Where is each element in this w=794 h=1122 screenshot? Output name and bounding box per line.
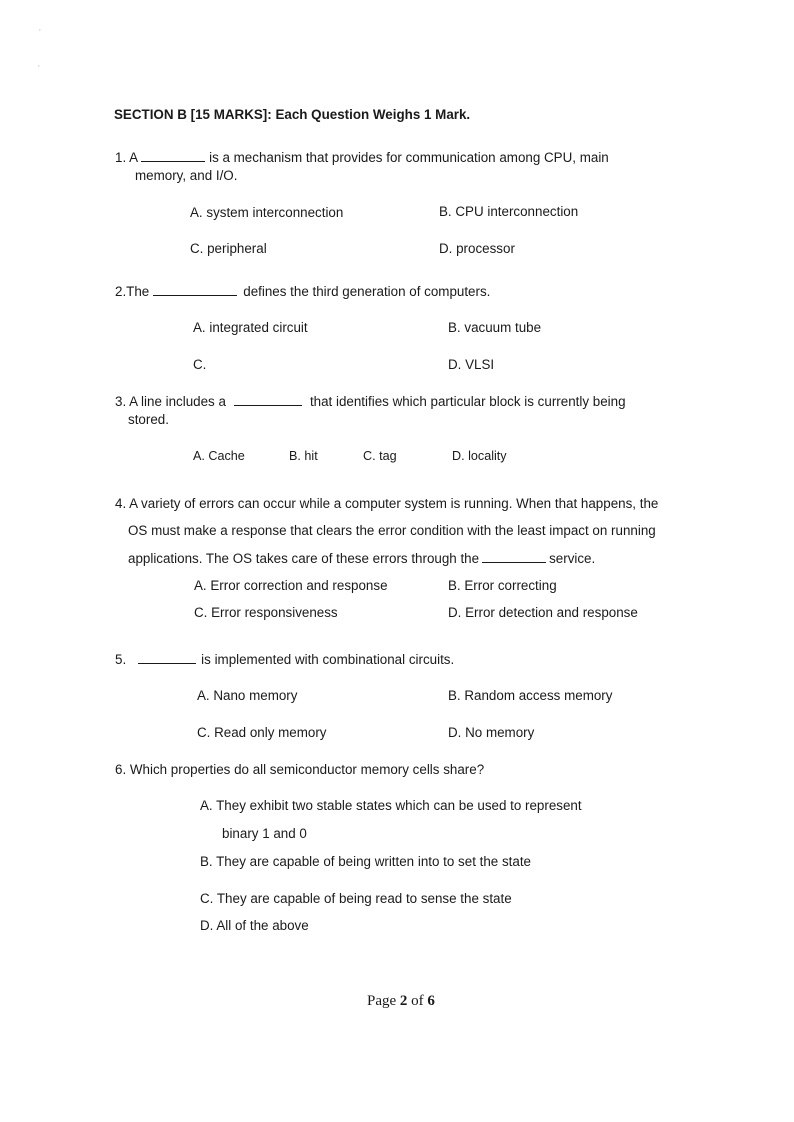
question-1-text: is a mechanism that provides for communication among CPU, main xyxy=(209,150,609,165)
question-1-stem xyxy=(115,149,609,166)
question-5-option-b: B. Random access memory xyxy=(448,688,613,703)
question-2-option-a: A. integrated circuit xyxy=(193,320,308,335)
question-5-option-c: C. Read only memory xyxy=(197,725,327,740)
question-2-stem xyxy=(115,283,490,300)
question-4-text: service. xyxy=(549,551,596,566)
question-2-option-d: D. VLSI xyxy=(448,357,495,372)
question-6-option-b: B. They are capable of being written into to set the state xyxy=(200,854,531,869)
answer-blank xyxy=(482,550,546,563)
question-4-option-c: C. Error responsiveness xyxy=(194,605,338,620)
question-6-stem: 6. Which properties do all semiconductor memory cells share? xyxy=(115,762,485,777)
question-2-text: defines the third generation of computers. xyxy=(243,284,491,299)
answer-blank xyxy=(153,283,237,296)
scan-speck: · xyxy=(38,24,42,36)
question-3-text: that identifies which particular block is currently being xyxy=(309,394,626,409)
question-3-number: 3. A line includes a xyxy=(115,394,226,409)
question-4-option-b: B. Error correcting xyxy=(448,578,557,593)
question-6-option-a: A. They exhibit two stable states which can be used to represent xyxy=(200,798,582,813)
answer-blank xyxy=(141,149,205,162)
question-4-line-1: 4. A variety of errors can occur while a computer system is running. When that happens, the xyxy=(115,496,659,511)
question-1-number: 1. A xyxy=(115,150,139,165)
question-2-number: 2.The xyxy=(115,284,150,299)
question-1-option-c: C. peripheral xyxy=(190,241,267,256)
question-1-option-d: D. processor xyxy=(439,241,515,256)
question-5-option-a: A. Nano memory xyxy=(197,688,298,703)
question-5-text: is implemented with combinational circuits. xyxy=(201,652,455,667)
question-3-option-c: C. tag xyxy=(363,449,397,463)
question-3-stem xyxy=(115,393,626,410)
answer-blank xyxy=(138,651,196,664)
question-2-option-c: C. xyxy=(193,357,207,372)
question-6-option-c: C. They are capable of being read to sense the state xyxy=(200,891,512,906)
question-3-option-d: D. locality xyxy=(452,449,507,463)
question-5-option-d: D. No memory xyxy=(448,725,535,740)
question-6-option-d: D. All of the above xyxy=(200,918,309,933)
question-5-number: 5. xyxy=(115,652,127,667)
question-2-option-b: B. vacuum tube xyxy=(448,320,542,335)
question-4-option-d: D. Error detection and response xyxy=(448,605,638,620)
scan-speck: ʾ xyxy=(37,64,41,76)
question-6-option-a-continuation: binary 1 and 0 xyxy=(222,826,307,841)
question-1-option-a: A. system interconnection xyxy=(190,205,344,220)
question-3-option-b: B. hit xyxy=(289,449,318,463)
question-3-option-a: A. Cache xyxy=(193,449,245,463)
page-number: Page 2 of 6 xyxy=(367,993,435,1009)
question-4-option-a: A. Error correction and response xyxy=(194,578,388,593)
question-1-continuation: memory, and I/O. xyxy=(135,168,238,183)
section-title: SECTION B [15 MARKS]: Each Question Weighs 1 Mark. xyxy=(114,107,471,122)
question-5-stem xyxy=(115,651,454,668)
question-3-continuation: stored. xyxy=(128,412,169,427)
question-1-option-b: B. CPU interconnection xyxy=(439,204,579,219)
question-4-line-3: applications. The OS takes care of these errors through the service. xyxy=(128,551,596,566)
question-4-line-2: OS must make a response that clears the error condition with the least impact on running xyxy=(128,523,656,538)
answer-blank xyxy=(234,393,302,406)
